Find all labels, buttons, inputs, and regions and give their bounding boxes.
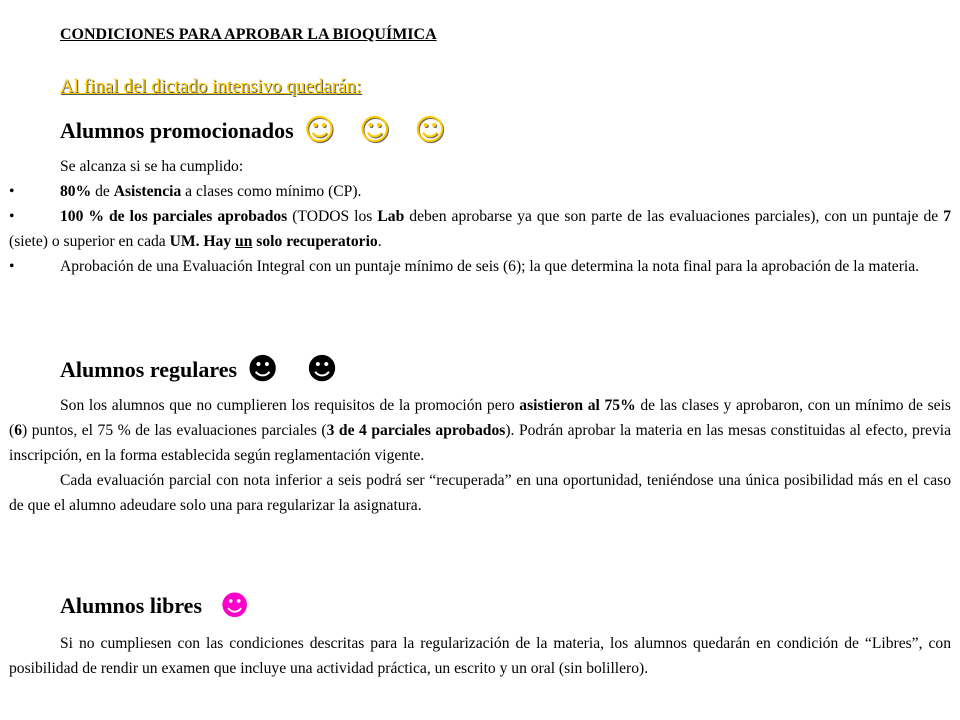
list-item xyxy=(9,204,951,254)
section-regulares-body xyxy=(9,393,951,518)
document-title: CONDICIONES PARA APROBAR LA BIOQUÍMICA xyxy=(60,26,437,43)
text-run: ) puntos, el 75 % de las evaluaciones parciales ( xyxy=(22,422,327,439)
bold-underlined-text: un xyxy=(235,233,253,250)
bold-text: 6 xyxy=(14,422,22,439)
smiley-icon: ☻ xyxy=(247,352,279,387)
smiley-icon: ☻ xyxy=(306,352,338,387)
smiley-icon: ☻ xyxy=(220,589,250,622)
bullet-icon: • xyxy=(9,208,15,225)
bullet-icon: • xyxy=(9,183,15,200)
text-run: Aprobación de una Evaluación Integral con un puntaje mínimo de seis (6); la que determina la nota final para la aprobación de la materia. xyxy=(60,258,920,275)
smiley-icon: ☺ xyxy=(303,113,335,148)
heading-promocionados-label: Alumnos promocionados xyxy=(60,118,294,143)
text-run: de xyxy=(91,183,114,200)
text-run: Son los alumnos que no cumplieren los requisitos de la promoción pero xyxy=(60,397,520,414)
bold-text: Lab xyxy=(377,208,405,225)
bold-text: 3 de 4 parciales aprobados xyxy=(326,422,506,439)
bold-text: solo recuperatorio xyxy=(252,233,378,250)
bullet-icon: • xyxy=(9,258,15,275)
section-heading-promocionados xyxy=(60,113,446,148)
text-run: deben aprobarse ya que son parte de las evaluaciones parciales), con un puntaje de xyxy=(404,208,944,225)
text-run: de las clases y aprobaron, con un mínimo de seis ( xyxy=(9,397,951,439)
text-run: . xyxy=(377,233,382,250)
section-heading-regulares xyxy=(60,352,338,387)
text-run: (TODOS los xyxy=(287,208,378,225)
bold-text: 7 xyxy=(943,208,951,225)
list-item xyxy=(9,254,951,279)
bold-text: Asistencia xyxy=(113,183,182,200)
text-run: (siete) o superior en cada xyxy=(9,233,170,250)
smiley-icon: ☺ xyxy=(414,113,446,148)
text-run: a clases como mínimo (CP). xyxy=(181,183,362,200)
bold-text: 80% xyxy=(60,183,92,200)
document-subtitle: Al final del dictado intensivo quedarán: xyxy=(60,76,362,97)
regulares-paragraph-1 xyxy=(9,393,951,468)
bold-text: UM. Hay xyxy=(169,233,236,250)
list-item xyxy=(9,179,951,204)
section-promocionados-body xyxy=(9,154,951,279)
bold-text: asistieron al 75% xyxy=(519,397,636,414)
bold-text: 100 % de los parciales aprobados xyxy=(60,208,288,225)
regulares-paragraph-2: Cada evaluación parcial con nota inferior a seis podrá ser “recuperada” en una oportunidad, teniéndose una única posibilidad más en el caso de que el alumno adeudare solo una para regularizar la asignatura. xyxy=(9,472,951,514)
section-libres-body xyxy=(9,631,951,681)
text-run: ). Podrán aprobar la materia en las mesas constituidas al efecto, previa inscripción, en la forma establecida según reglamentación vigente. xyxy=(9,422,951,464)
heading-regulares-label: Alumnos regulares xyxy=(60,357,238,382)
libres-paragraph: Si no cumpliesen con las condiciones descritas para la regularización de la materia, los alumnos quedarán en condición de “Libres”, con posibilidad de rendir un examen que incluye una actividad práctica, un escrito y un oral (sin bolillero). xyxy=(9,635,951,677)
heading-libres-label: Alumnos libres xyxy=(60,593,203,618)
promocionados-intro: Se alcanza si se ha cumplido: xyxy=(60,158,244,175)
smiley-icon: ☺ xyxy=(358,113,391,148)
section-heading-libres xyxy=(60,589,250,622)
